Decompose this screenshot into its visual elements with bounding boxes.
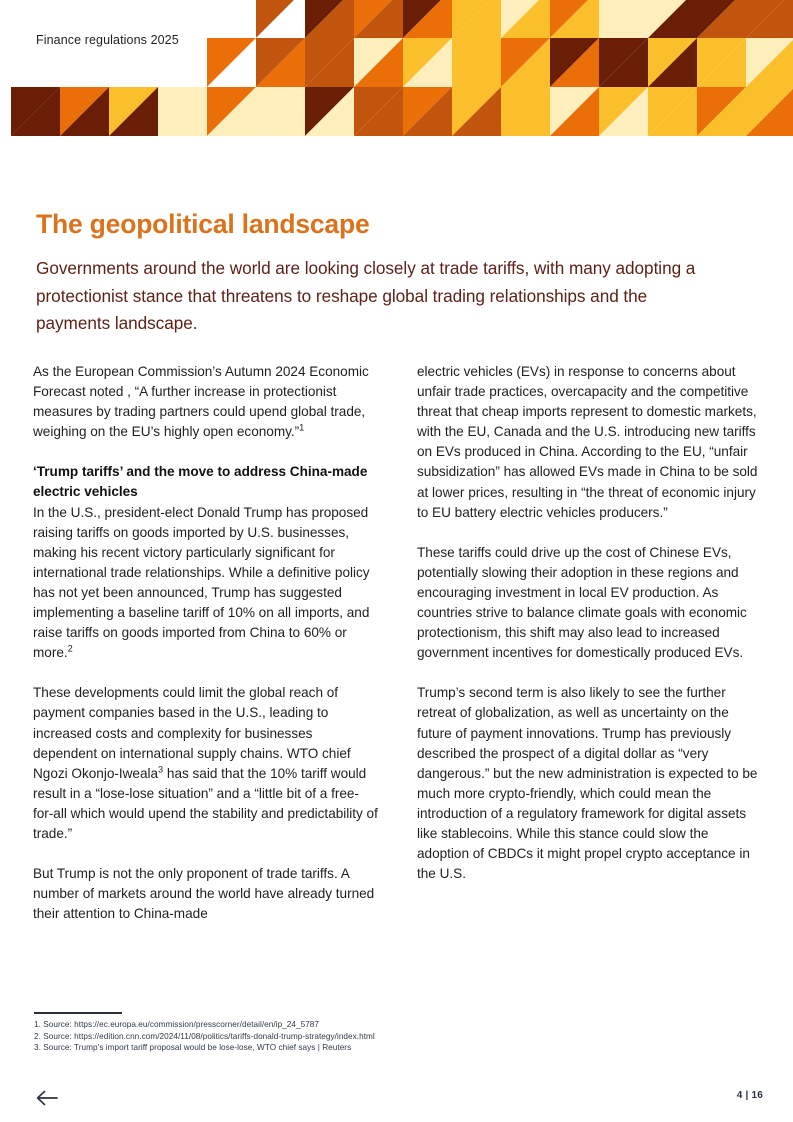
- back-arrow-icon[interactable]: [34, 1087, 60, 1109]
- paragraph: [33, 683, 379, 844]
- geometric-pattern-graphic: [0, 0, 793, 136]
- page-title: The geopolitical landscape: [36, 208, 370, 239]
- footnote-ref-2[interactable]: 2: [67, 643, 73, 654]
- paragraph-text: These developments could limit the global reach of payment companies based in the U.S., leading to increased costs and complexity for businesses dependent on international supply chains. WTO chief Ngozi Okonjo-Iweala: [33, 685, 351, 781]
- paragraph-text: As the European Commission’s Autumn 2024 Economic Forecast noted , “A further increase in protectionist measures by trading partners could upend global trade, weighing on the EU’s highly open economy.”: [33, 364, 369, 440]
- paragraph: [33, 362, 379, 442]
- paragraph-text-cont: has said that the 10% tariff would result in a “lose-lose situation” and a “little bit of a free-for-all which would upend the stability and predictability of trade.”: [33, 765, 378, 841]
- right-column: [417, 362, 763, 924]
- paragraph-text: In the U.S., president-elect Donald Trump has proposed raising tariffs on goods imported by U.S. businesses, making his recent victory particularly significant for international trade relationships. While a definitive policy has not yet been announced, Trump has suggested implementing a baseline tariff of 10% on all imports, and raise tariffs on goods imported from China to 60% or more.: [33, 504, 370, 661]
- article-columns: [33, 362, 763, 924]
- footnote-ref-1[interactable]: 1: [299, 422, 305, 433]
- footnote-3[interactable]: 3. Source: Trump’s import tariff proposal would be lose-lose, WTO chief says | Reuters: [34, 1043, 352, 1053]
- paragraph: Trump’s second term is also likely to see the further retreat of globalization, as well as uncertainty on the future of payment innovations. Trump has previously described the prospect of a digital dollar as “very dangerous.” but the new administration is expected to be much more crypto-friendly, which could mean the introduction of a regulatory framework for digital assets like stablecoins. While this stance could slow the adoption of CBDCs it might propel crypto acceptance in the U.S.: [417, 685, 758, 882]
- footnotes-block: [34, 1019, 434, 1054]
- paragraph: [33, 503, 379, 664]
- left-column: [33, 362, 379, 924]
- paragraph: electric vehicles (EVs) in response to concerns about unfair trade practices, overcapacity and the competitive threat that cheap imports represent to domestic markets, with the EU, Canada and the U.S. introducing new tariffs on EVs produced in China. According to the EU, “unfair subsidization” has allowed EVs made in China to be sold at lower prices, resulting in “the threat of economic injury to EU battery electric vehicles producers.”: [417, 364, 758, 520]
- paragraph: But Trump is not the only proponent of trade tariffs. A number of markets around the world have already turned their attention to China-made: [33, 866, 375, 922]
- footnote-divider: [34, 1012, 122, 1014]
- paragraph: These tariffs could drive up the cost of Chinese EVs, potentially slowing their adoption in these regions and encouraging investment in local EV production. As countries strive to balance climate goals with economic protectionism, this shift may also lead to increased government incentives for domestically produced EVs.: [417, 544, 747, 661]
- footnote-ref-3[interactable]: 3: [158, 764, 164, 775]
- lede-paragraph: Governments around the world are looking closely at trade tariffs, with many adopting a protectionist stance that threatens to reshape global trading relationships and the payments landscape.: [36, 258, 696, 333]
- header-banner: [0, 0, 793, 136]
- document-kicker: Finance regulations 2025: [36, 33, 179, 47]
- page-indicator: 4 | 16: [736, 1090, 763, 1101]
- section-heading: ‘Trump tariffs’ and the move to address China-made electric vehicles: [33, 464, 368, 500]
- footnote-1[interactable]: 1. Source: https://ec.europa.eu/commission/presscorner/detail/en/ip_24_5787: [34, 1020, 320, 1029]
- footnote-2[interactable]: 2. Source: https://edition.cnn.com/2024/11/08/politics/tariffs-donald-trump-strategy/index.html: [34, 1031, 375, 1041]
